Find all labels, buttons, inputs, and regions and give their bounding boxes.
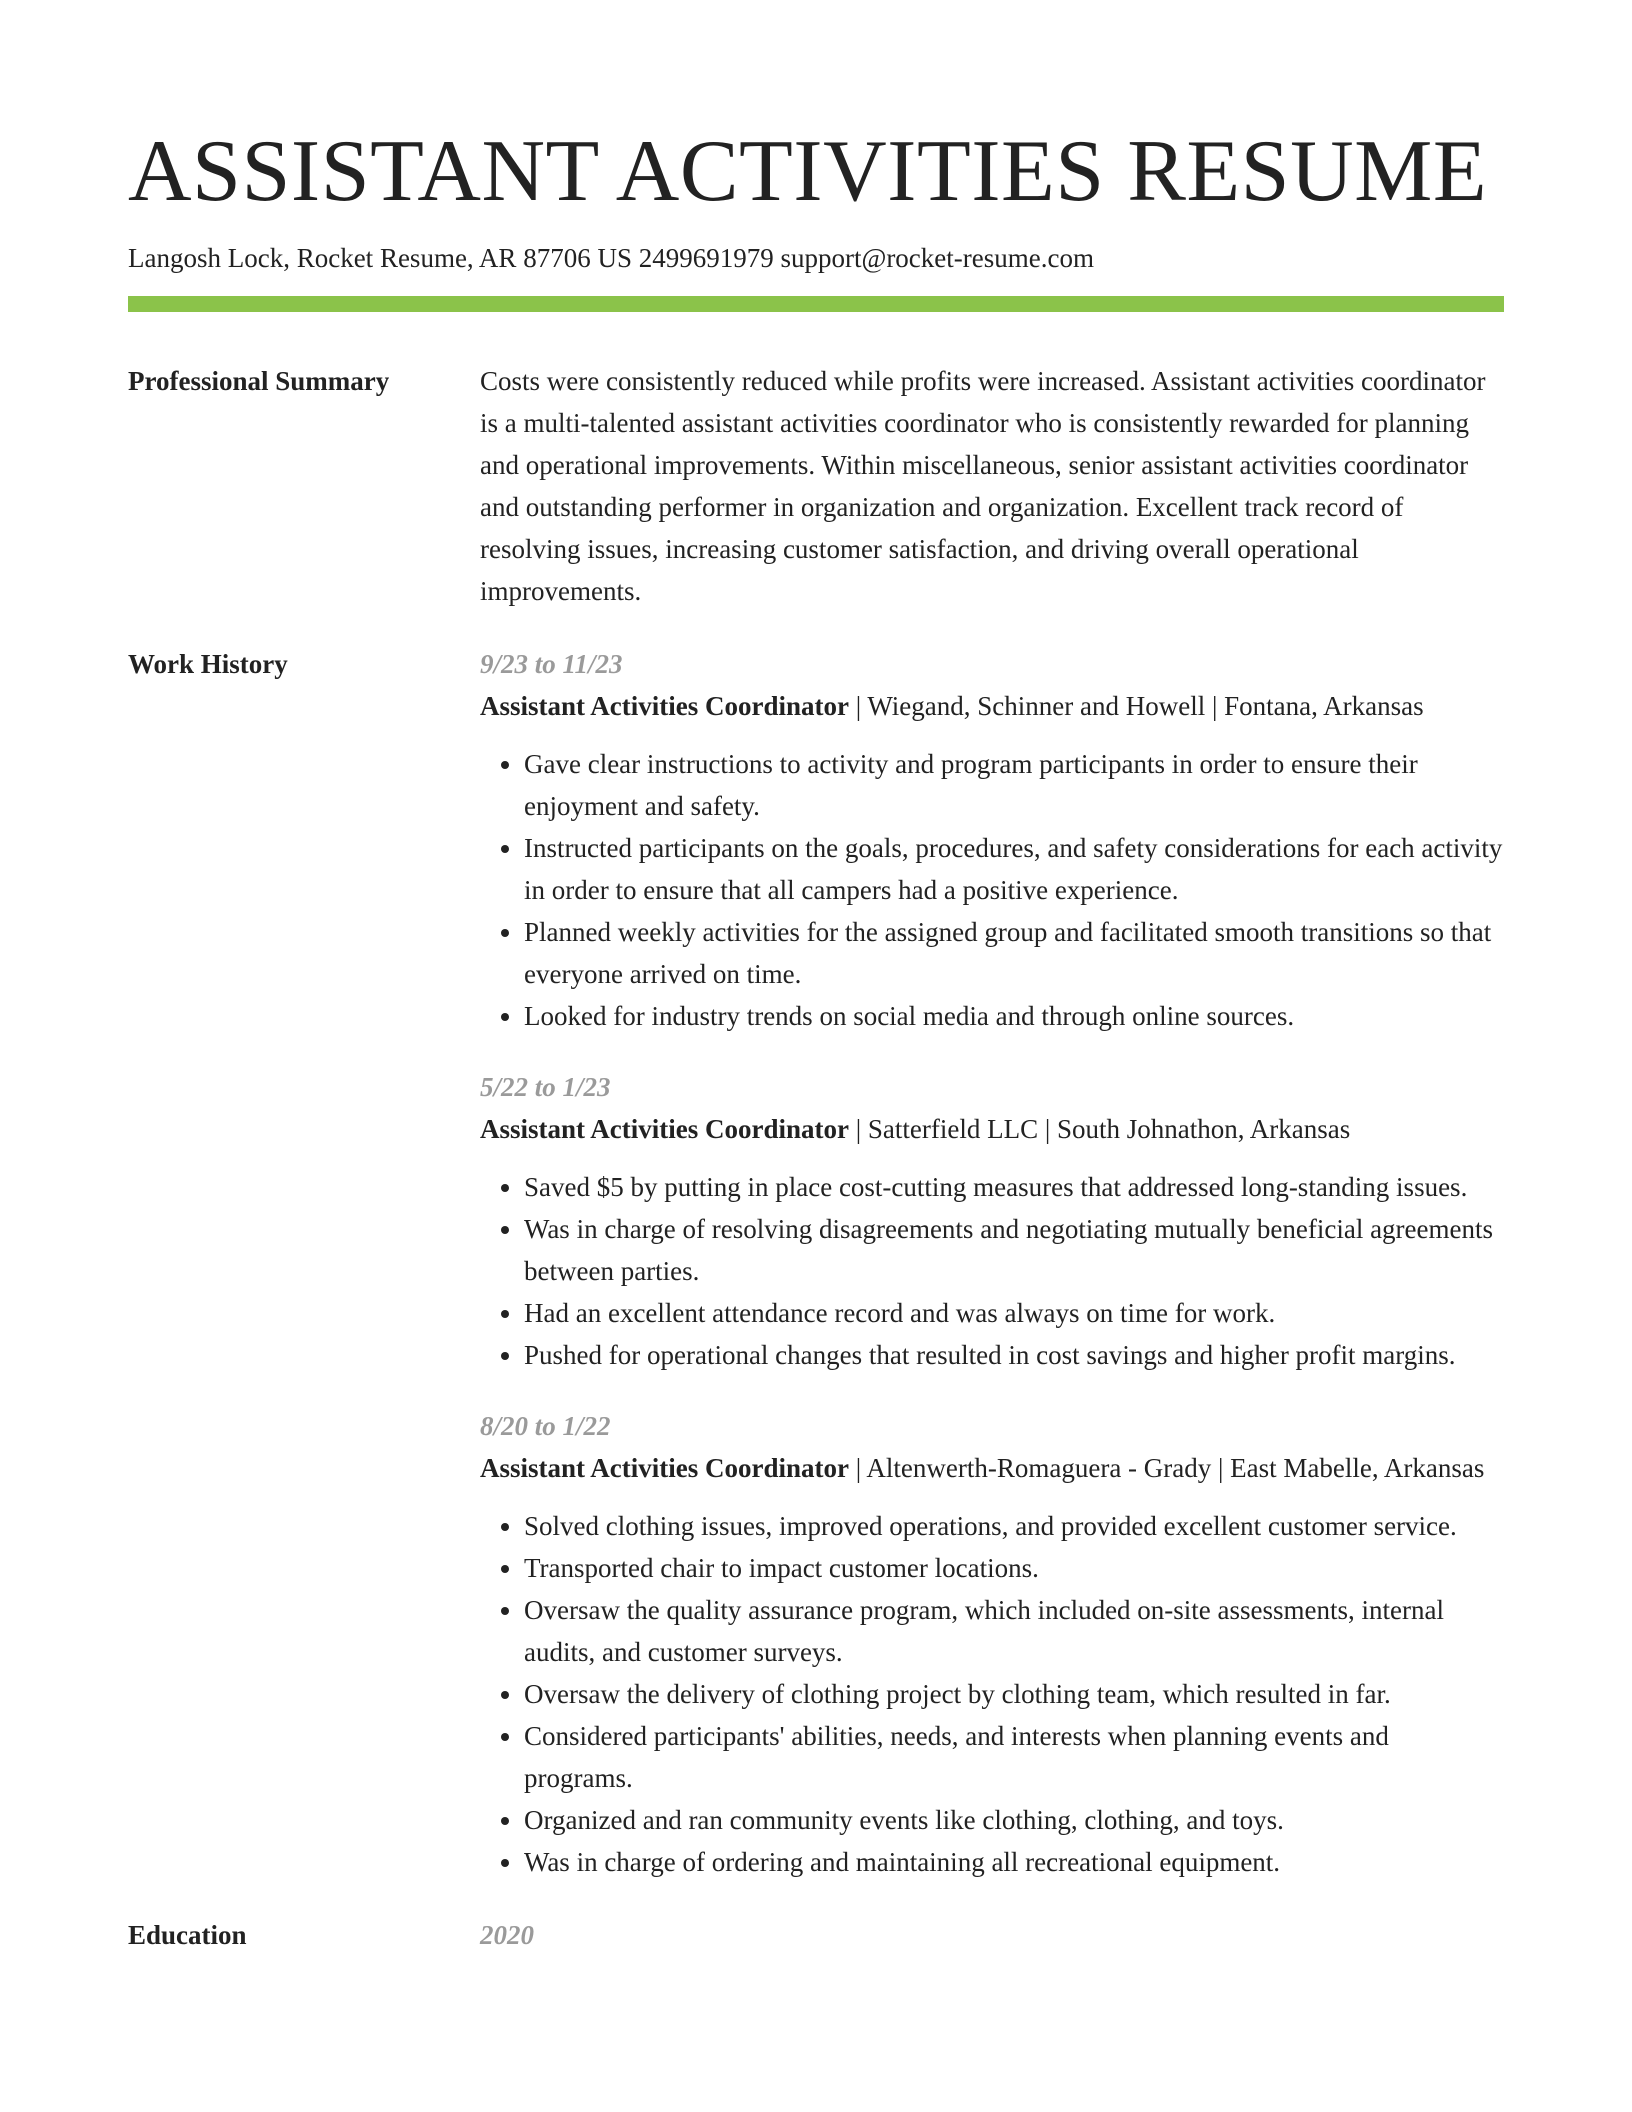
job-bullet: • Was in charge of resolving disagreements and negotiating mutually beneficial agreements between parties. <box>524 1208 1504 1292</box>
job-entry <box>480 1066 1504 1376</box>
job-bullet: • Oversaw the delivery of clothing project by clothing team, which resulted in far. <box>524 1673 1504 1715</box>
job-bullet: • Had an excellent attendance record and was always on time for work. <box>524 1292 1504 1334</box>
job-details: | Satterfield LLC | South Johnathon, Arkansas <box>848 1114 1351 1144</box>
work-history-section <box>128 643 1504 1883</box>
job-bullets <box>480 1166 1504 1376</box>
accent-divider <box>128 296 1504 312</box>
section-label-work-history: Work History <box>128 649 288 679</box>
job-title: Assistant Activities Coordinator <box>480 1114 849 1144</box>
job-bullet: • Solved clothing issues, improved operations, and provided excellent customer service. <box>524 1505 1504 1547</box>
professional-summary-section <box>128 360 1504 612</box>
resume-page <box>128 0 1504 1956</box>
job-title: Assistant Activities Coordinator <box>480 1453 849 1483</box>
job-bullet: • Was in charge of ordering and maintaining all recreational equipment. <box>524 1841 1504 1883</box>
education-body <box>480 1914 1504 1956</box>
section-label-education: Education <box>128 1920 247 1950</box>
job-dates: 5/22 to 1/23 <box>480 1072 611 1102</box>
job-entry <box>480 643 1504 1037</box>
job-heading <box>480 1108 1504 1150</box>
job-bullet: • Planned weekly activities for the assigned group and facilitated smooth transitions so that everyone arrived on time. <box>524 911 1504 995</box>
job-heading <box>480 685 1504 727</box>
work-history-list <box>480 643 1504 1883</box>
education-dates: 2020 <box>480 1920 534 1950</box>
job-bullet: • Gave clear instructions to activity and program participants in order to ensure their enjoyment and safety. <box>524 743 1504 827</box>
job-bullet: • Pushed for operational changes that resulted in cost savings and higher profit margins. <box>524 1334 1504 1376</box>
job-bullets <box>480 743 1504 1037</box>
job-dates: 8/20 to 1/22 <box>480 1411 611 1441</box>
job-bullet: • Saved $5 by putting in place cost-cutting measures that addressed long-standing issues. <box>524 1166 1504 1208</box>
job-details: | Wiegand, Schinner and Howell | Fontana, Arkansas <box>848 691 1424 721</box>
contact-info: Langosh Lock, Rocket Resume, AR 87706 US 2499691979 support@rocket-resume.com <box>128 243 1094 273</box>
job-bullet: • Oversaw the quality assurance program, which included on-site assessments, internal audits, and customer surveys. <box>524 1589 1504 1673</box>
job-bullet: • Instructed participants on the goals, procedures, and safety considerations for each activity in order to ensure that all campers had a positive experience. <box>524 827 1504 911</box>
job-title: Assistant Activities Coordinator <box>480 691 849 721</box>
job-bullet: • Considered participants' abilities, needs, and interests when planning events and programs. <box>524 1715 1504 1799</box>
job-dates: 9/23 to 11/23 <box>480 649 623 679</box>
job-heading <box>480 1447 1504 1489</box>
summary-text: Costs were consistently reduced while profits were increased. Assistant activities coordinator is a multi-talented assistant activities coordinator who is consistently rewarded for planning and operational improvements. Within miscellaneous, senior assistant activities coordinator and outstanding performer in organization and organization. Excellent track record of resolving issues, increasing customer satisfaction, and driving overall operational improvements. <box>480 366 1486 606</box>
job-bullets <box>480 1505 1504 1883</box>
resume-title: ASSISTANT ACTIVITIES RESUME <box>128 123 1488 220</box>
job-bullet: • Looked for industry trends on social media and through online sources. <box>524 995 1504 1037</box>
job-details: | Altenwerth-Romaguera - Grady | East Mabelle, Arkansas <box>848 1453 1485 1483</box>
job-entry <box>480 1405 1504 1883</box>
section-label-summary: Professional Summary <box>128 366 390 396</box>
job-bullet: • Transported chair to impact customer locations. <box>524 1547 1504 1589</box>
job-bullet: • Organized and ran community events like clothing, clothing, and toys. <box>524 1799 1504 1841</box>
education-section <box>128 1914 1504 1956</box>
